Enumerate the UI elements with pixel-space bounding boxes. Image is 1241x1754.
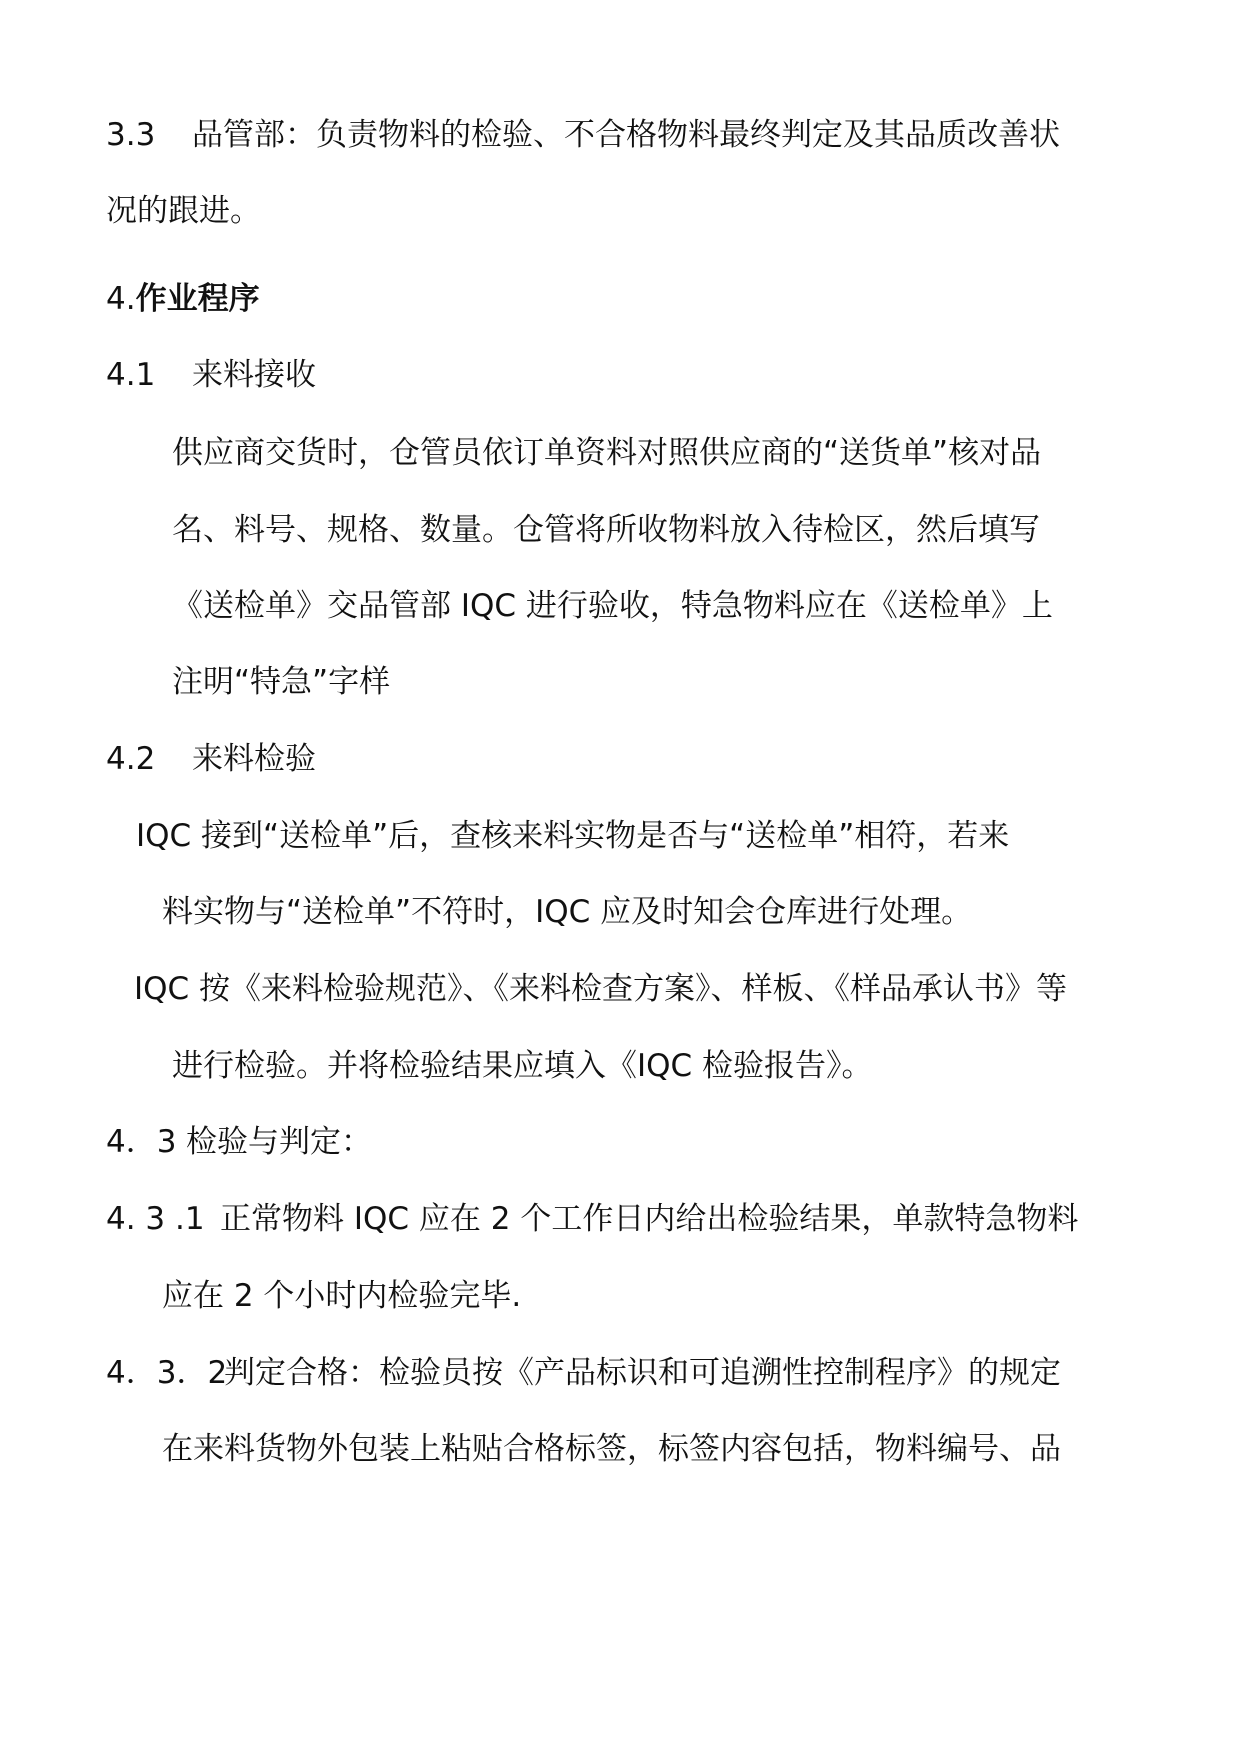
section-4-3-1-line-1: 正常物料 IQC 应在 2 个工作日内给出检验结果，单款特急物料 <box>220 1201 1079 1237</box>
section-number-4-2: 4.2 <box>106 741 156 777</box>
section-number-4-3-2: 4．3．2 <box>106 1355 228 1391</box>
section-4-heading <box>106 281 260 317</box>
section-number-4-1: 4.1 <box>106 357 156 393</box>
section-4-1-line-3: 《送检单》交品管部 IQC 进行验收，特急物料应在《送检单》上 <box>172 588 1053 624</box>
section-4-1-line-4: 注明“特急”字样 <box>172 664 391 700</box>
section-number-3-3: 3.3 <box>106 117 156 153</box>
section-3-3-line-2: 况的跟进。 <box>106 193 261 229</box>
section-number-4-3: 4．3 <box>106 1124 177 1160</box>
section-4-2-p2-line-1: IQC 按《来料检验规范》、《来料检查方案》、样板、《样品承认书》等 <box>134 971 1068 1007</box>
section-4-3-2-line-2: 在来料货物外包装上粘贴合格标签，标签内容包括，物料编号、品 <box>162 1431 1061 1467</box>
section-4-1-title: 来料接收 <box>192 357 316 393</box>
section-4-2-title: 来料检验 <box>192 741 316 777</box>
section-3-3-line-1: 品管部：负责物料的检验、不合格物料最终判定及其品质改善状 <box>192 117 1060 153</box>
section-4-3-title: 检验与判定： <box>186 1124 372 1160</box>
section-4-2-p2-line-2: 进行检验。并将检验结果应填入《IQC 检验报告》。 <box>172 1048 873 1084</box>
section-4-3-2-line-1: 判定合格：检验员按《产品标识和可追溯性控制程序》的规定 <box>224 1355 1061 1391</box>
section-4-3-1-line-2: 应在 2 个小时内检验完毕. <box>162 1278 522 1314</box>
section-4-2-p1-line-1: IQC 接到“送检单”后，查核来料实物是否与“送检单”相符，若来 <box>136 818 1010 854</box>
section-4-1-line-2: 名、料号、规格、数量。仓管将所收物料放入待检区，然后填写 <box>172 512 1040 548</box>
section-number-4-3-1: 4. 3 .1 <box>106 1201 205 1237</box>
section-number-4: 4. <box>106 281 136 317</box>
section-4-2-p1-line-2: 料实物与“送检单”不符时，IQC 应及时知会仓库进行处理。 <box>162 894 973 930</box>
section-4-title: 作业程序 <box>135 281 260 317</box>
section-4-1-line-1: 供应商交货时，仓管员依订单资料对照供应商的“送货单”核对品 <box>172 435 1042 471</box>
